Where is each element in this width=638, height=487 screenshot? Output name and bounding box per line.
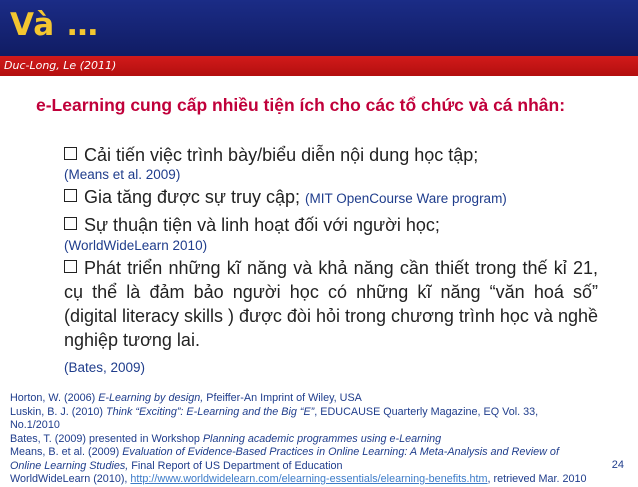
slide-title: Và … xyxy=(10,7,100,43)
item-citation: (Means et al. 2009) xyxy=(64,167,181,182)
reference-item: WorldWideLearn (2010), http://www.worldwidelearn.com/elearning-essentials/elearning-benefits.htm, retrieved Mar. 2010 xyxy=(10,473,587,485)
item-text: Sự thuận tiện và linh hoạt đối với người học; xyxy=(84,215,440,235)
reference-item: Means, B. et al. (2009) Evaluation of Evidence-Based Practices in Online Learning: A Meta-Analysis and Review of Online Learning Studies, Final Report of US Department of Education xyxy=(10,446,559,472)
references xyxy=(10,392,590,487)
item-text: Phát triển những kĩ năng và khả năng cần thiết trong thế kỉ 21, cụ thể là đảm bảo người học có những kĩ năng “văn hoá số” (digital literacy skills ) được đòi hỏi trong chương trình học và nghề nghiệp tương lai. xyxy=(64,258,598,350)
author-bar xyxy=(0,56,638,76)
checkbox-bullet-icon xyxy=(64,260,77,273)
item-text: Gia tăng được sự truy cập; xyxy=(84,187,305,207)
list-item xyxy=(64,213,598,237)
reference-item: Bates, T. (2009) presented in Workshop Planning academic programmes using e-Learning xyxy=(10,432,442,445)
reference-item: Luskin, B. J. (2010) Think “Exciting”: E-Learning and the Big “E”, EDUCAUSE Quarterly Magazine, EQ Vol. 33, No.1/2010 xyxy=(10,405,539,431)
main-point: e-Learning cung cấp nhiều tiện ích cho các tổ chức và cá nhân: xyxy=(36,95,566,115)
item-citation: (WorldWideLearn 2010) xyxy=(64,238,208,253)
list-item xyxy=(64,185,598,211)
reference-item: Horton, W. (2006) E-Learning by design, Pfeiffer-An Imprint of Wiley, USA xyxy=(10,392,362,404)
checkbox-bullet-icon xyxy=(64,217,77,230)
item-citation: (MIT OpenCourse Ware program) xyxy=(305,191,507,206)
checkbox-bullet-icon xyxy=(64,147,77,160)
page-number: 24 xyxy=(611,459,624,471)
item-text: Cải tiến việc trình bày/biểu diễn nội dung học tập; xyxy=(84,145,479,165)
title-bar xyxy=(0,0,638,56)
author-label: Duc-Long, Le (2011) xyxy=(4,59,117,72)
list-item xyxy=(64,143,598,167)
item-citation: (Bates, 2009) xyxy=(64,360,146,375)
reference-link[interactable]: http://www.worldwidelearn.com/elearning-essentials/elearning-benefits.htm xyxy=(130,473,488,485)
checkbox-bullet-icon xyxy=(64,189,77,202)
list-item xyxy=(64,256,598,352)
